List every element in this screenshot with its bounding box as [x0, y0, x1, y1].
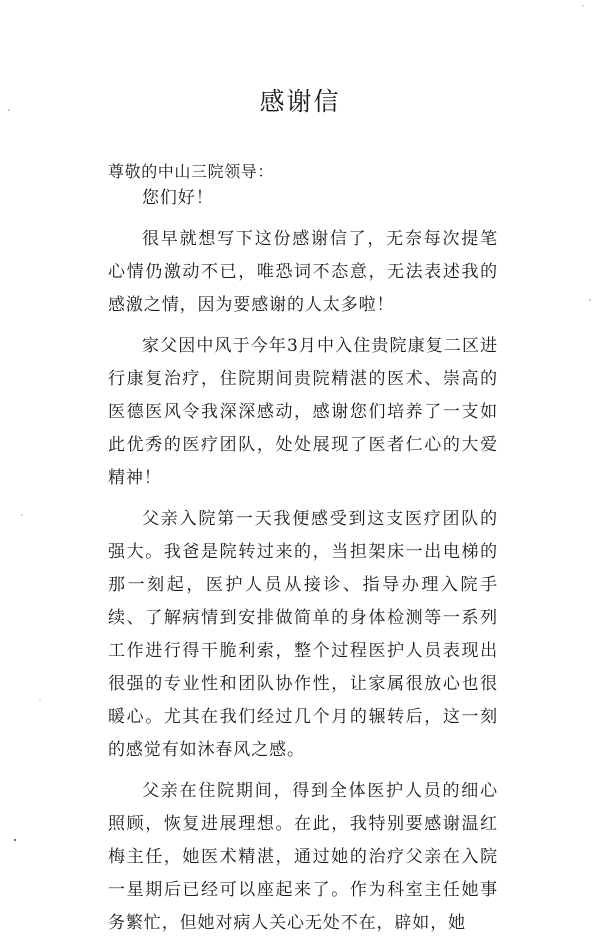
letter-salutation: 尊敬的中山三院领导： [108, 162, 275, 181]
body-paragraph: 父亲入院第一天我便感受到这支医疗团队的强大。我爸是院转过来的，当担架床一出电梯的那一刻起，医护人员从接诊、指导办理入院手续、了解病情到安排做简单的身体检测等一系列工作进行得干脆利索，整个过程医护人员表现出很强的专业性和团队协作性，让家属很放心也很暖心。尤其在我们经过几个月的辗转后，这一刻的感觉有如沐春风之感。 [108, 509, 498, 760]
greeting-paragraph: 您们好！ [142, 188, 214, 208]
body-paragraph: 很早就想写下这份感谢信了，无奈每次提笔心情仍激动不已，唯恐词不态意，无法表述我的感激之情，因为要感谢的人太多啦！ [108, 229, 498, 315]
body-paragraph: 家父因中风于今年3月中入住贵院康复二区进行康复治疗，住院期间贵院精湛的医术、崇高的医德医风令我深深感动，感谢您们培养了一支如此优秀的医疗团队，处处展现了医者仁心的大爱精神！ [108, 336, 498, 488]
letter-body [108, 182, 498, 948]
body-paragraph: 父亲在住院期间，得到全体医护人员的细心照顾，恢复进展理想。在此，我特别要感谢温红梅主任，她医术精湛，通过她的治疗父亲在入院一星期后已经可以座起来了。作为科室主任她事务繁忙，但她对病人关心无处不在，辟如，她 [108, 781, 498, 933]
letter-title: 感谢信 [259, 87, 341, 116]
